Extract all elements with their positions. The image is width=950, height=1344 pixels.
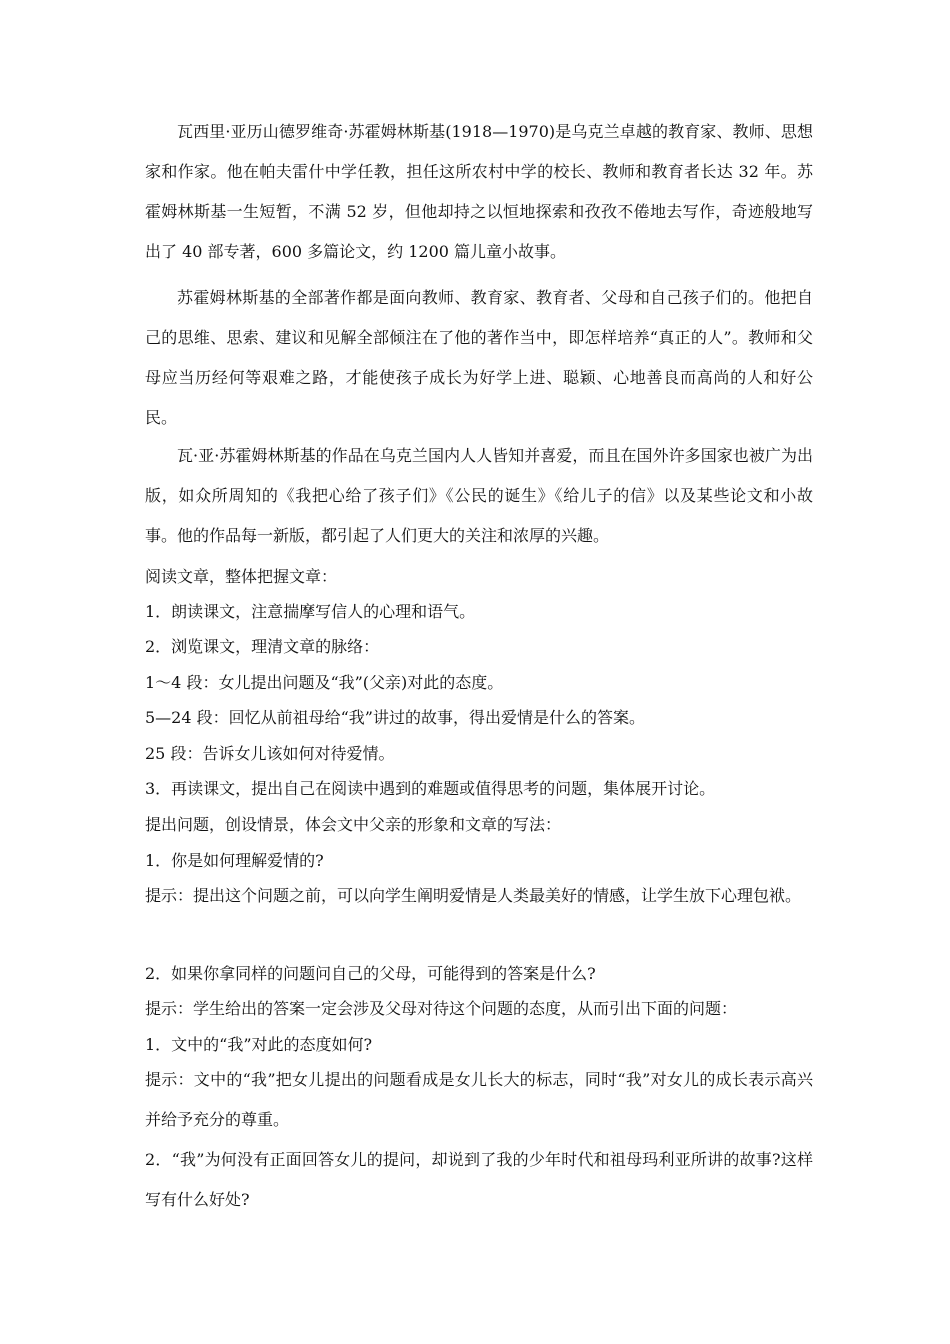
hint-2: 提示：学生给出的答案一定会涉及父母对待这个问题的态度，从而引出下面的问题： bbox=[145, 999, 738, 1018]
sub-question-2: 2．“我”为何没有正面回答女儿的提问，却说到了我的少年时代和祖母玛利亚所讲的故事?这样写有什么好处? bbox=[145, 1150, 813, 1209]
step-2: 2．浏览课文，理清文章的脉络： bbox=[145, 637, 380, 656]
questions-heading: 提出问题，创设情景，体会文中父亲的形象和文章的写法： bbox=[145, 815, 562, 834]
hint-1: 提示：提出这个问题之前，可以向学生阐明爱情是人类最美好的情感，让学生放下心理包袱。 bbox=[145, 886, 802, 905]
structure-5-24: 5—24 段：回忆从前祖母给“我”讲过的故事，得出爱情是什么的答案。 bbox=[145, 708, 645, 727]
hint-3: 提示：文中的“我”把女儿提出的问题看成是女儿长大的标志，同时“我”对女儿的成长表示高兴并给予充分的尊重。 bbox=[145, 1070, 813, 1129]
intro-paragraph-reception: 瓦·亚·苏霍姆林斯基的作品在乌克兰国内人人皆知并喜爱，而且在国外许多国家也被广为出版，如众所周知的《我把心给了孩子们》《公民的诞生》《给儿子的信》以及某些论文和小故事。他的作品每一新版，都引起了人们更大的关注和浓厚的兴趣。 bbox=[145, 446, 813, 545]
reading-heading: 阅读文章，整体把握文章： bbox=[145, 567, 338, 586]
intro-paragraph-biography: 瓦西里·亚历山德罗维奇·苏霍姆林斯基(1918—1970)是乌克兰卓越的教育家、教师、思想家和作家。他在帕夫雷什中学任教，担任这所农村中学的校长、教师和教育者长达 32 年。苏霍姆林斯基一生短暂，不满 52 岁，但他却持之以恒地探索和孜孜不倦地去写作，奇迹般地写出了 40 部专著，600 多篇论文，约 1200 篇儿童小故事。 bbox=[145, 122, 813, 261]
structure-25: 25 段：告诉女儿该如何对待爱情。 bbox=[145, 744, 395, 763]
question-2: 2．如果你拿同样的问题问自己的父母，可能得到的答案是什么? bbox=[145, 964, 596, 983]
step-1: 1．朗读课文，注意揣摩写信人的心理和语气。 bbox=[145, 602, 476, 621]
question-1: 1．你是如何理解爱情的? bbox=[145, 851, 324, 870]
step-3: 3．再读课文，提出自己在阅读中遇到的难题或值得思考的问题，集体展开讨论。 bbox=[145, 779, 716, 798]
structure-1-4: 1～4 段：女儿提出问题及“我”(父亲)对此的态度。 bbox=[145, 673, 504, 692]
intro-paragraph-works: 苏霍姆林斯基的全部著作都是面向教师、教育家、教育者、父母和自己孩子们的。他把自己的思维、思索、建议和见解全部倾注在了他的著作当中，即怎样培养“真正的人”。教师和父母应当历经何等艰难之路，才能使孩子成长为好学上进、聪颖、心地善良而高尚的人和好公民。 bbox=[145, 288, 813, 427]
sub-question-1: 1．文中的“我”对此的态度如何? bbox=[145, 1035, 373, 1054]
